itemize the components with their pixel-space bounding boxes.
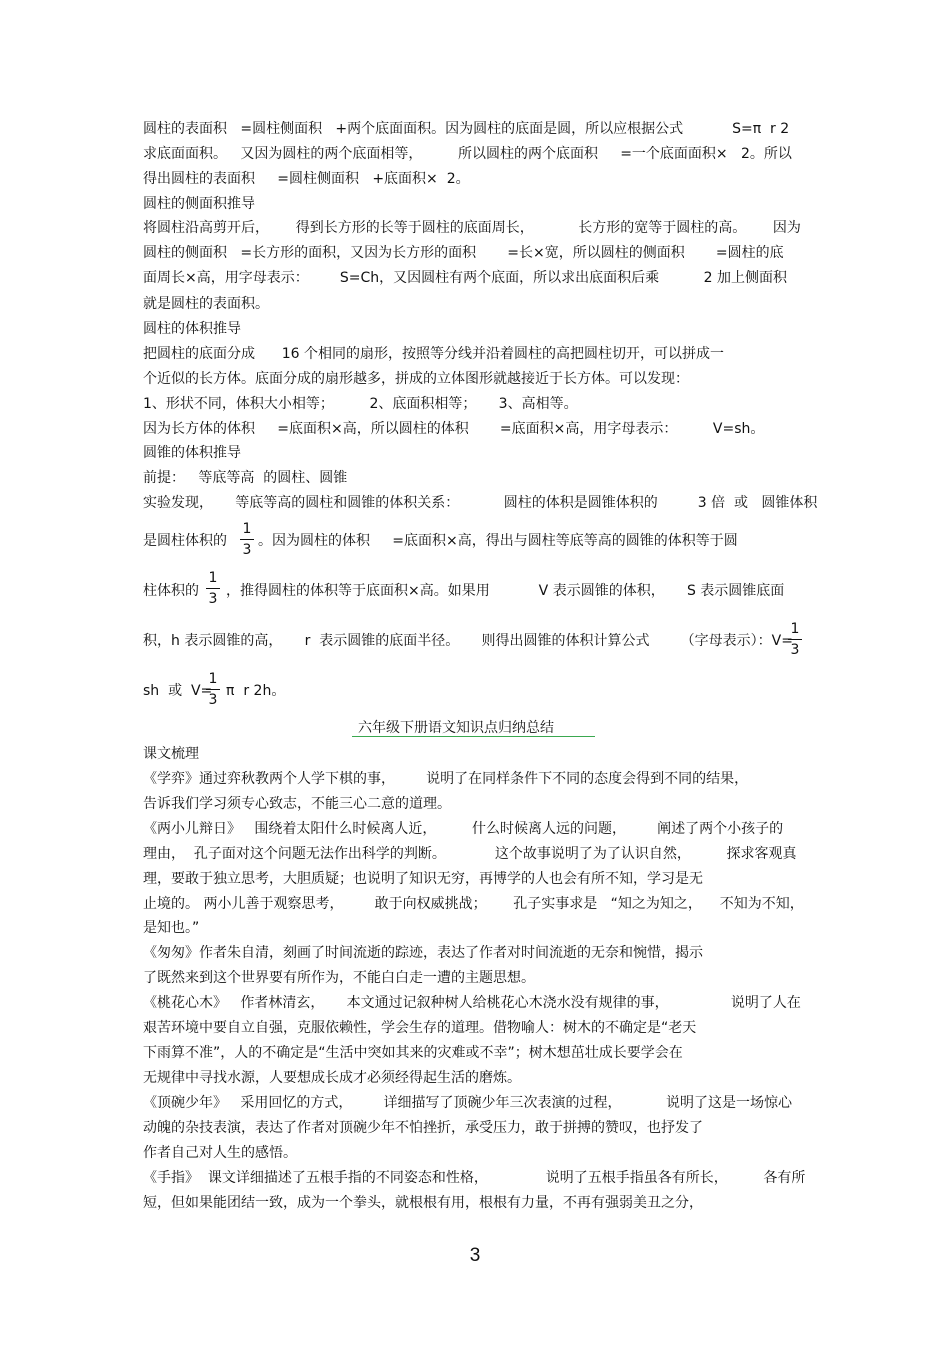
text-line: 艰苦环境中要自立自强，克服依赖性，学会生存的道理。借物喻人：树木的不确定是“老天 (143, 1020, 697, 1036)
text-line: 理由， 孔子面对这个问题无法作出科学的判断。 这个故事说明了为了认识自然， 探求客观真 (143, 846, 797, 862)
fraction-one-third (240, 521, 254, 558)
text-line: 《学弈》通过弈秋教两个人学下棋的事， 说明了在同样条件下不同的态度会得到不同的结果， (143, 771, 749, 787)
text-line: 前提： 等底等高 的圆柱、圆锥 (143, 470, 348, 486)
text-line: 《匆匆》作者朱自清，刻画了时间流逝的踪迹，表达了作者对时间流逝的无奈和惋惜，揭示 (143, 945, 703, 961)
fraction-numerator: 1 (208, 570, 218, 586)
text-line: 《手指》 课文详细描述了五根手指的不同姿态和性格， 说明了五根手指虽各有所长， 各有所 (143, 1170, 806, 1186)
text-line: 下雨算不准”，人的不确定是“生活中突如其来的灾难或不幸”；树木想茁壮成长要学会在 (143, 1045, 683, 1061)
text-line: 无规律中寻找水源，人要想成长成才必须经得起生活的磨炼。 (143, 1070, 521, 1086)
fraction-denominator: 3 (208, 692, 218, 708)
text-line: ，推得圆柱的体积等于底面积×高。如果用 V 表示圆锥的体积， S 表示圆锥底面 (226, 583, 785, 599)
fraction-denominator: 3 (242, 542, 252, 558)
fraction-numerator: 1 (208, 671, 218, 687)
page-title: 六年级下册语文知识点归纳总结 (358, 720, 554, 736)
fraction-one-third (206, 570, 220, 607)
text-line: 《桃花心木》 作者林清玄， 本文通过记叙种树人给桃花心木浇水没有规律的事， 说明了人在 (143, 995, 801, 1011)
text-line: 就是圆柱的表面积。 (143, 296, 269, 312)
text-line: sh 或 V= (143, 683, 213, 699)
fraction-one-third (788, 621, 802, 658)
page-number: 3 (469, 1245, 481, 1266)
text-line: 积，h 表示圆锥的高， r 表示圆锥的底面半径。 则得出圆锥的体积计算公式 （字母表示）：V= (143, 633, 793, 649)
text-line: 告诉我们学习须专心致志，不能三心二意的道理。 (143, 796, 451, 812)
fraction-denominator: 3 (790, 642, 800, 658)
text-line: 面周长×高，用字母表示： S=Ch，又因圆柱有两个底面，所以求出底面积后乘 2 加上侧面积 (143, 270, 788, 286)
text-line: 是圆柱体积的 (143, 533, 227, 549)
text-line: 了既然来到这个世界要有所作为，不能白白走一遭的主题思想。 (143, 970, 535, 986)
section-heading: 圆锥的体积推导 (143, 445, 241, 461)
text-line: 柱体积的 (143, 583, 199, 599)
text-line: 1、形状不同，体积大小相等； 2、底面积相等； 3、高相等。 (143, 396, 578, 412)
fraction-denominator: 3 (208, 591, 218, 607)
text-line: 《两小儿辩日》 围绕着太阳什么时候离人近， 什么时候离人远的问题， 阐述了两个小孩子的 (143, 821, 784, 837)
fraction-one-third (206, 671, 220, 708)
text-line: 短，但如果能团结一致，成为一个拳头，就根根有用，根根有力量，不再有强弱美丑之分， (143, 1195, 703, 1211)
fraction-numerator: 1 (242, 521, 252, 537)
text-line: 得出圆柱的表面积 =圆柱侧面积 +底面积× 2。 (143, 171, 470, 187)
text-line: 因为长方体的体积 =底面积×高，所以圆柱的体积 =底面积×高，用字母表示： V=sh。 (143, 421, 765, 437)
text-line: 圆柱的侧面积 =长方形的面积，又因为长方形的面积 =长×宽，所以圆柱的侧面积 =圆柱的底 (143, 245, 784, 261)
text-line: 。因为圆柱的体积 =底面积×高，得出与圆柱等底等高的圆锥的体积等于圆 (258, 533, 738, 549)
section-heading: 课文梳理 (143, 746, 199, 762)
text-line: 是知也。” (143, 920, 200, 936)
text-line: 将圆柱沿高剪开后， 得到长方形的长等于圆柱的底面周长， 长方形的宽等于圆柱的高。 因为 (143, 220, 801, 236)
fraction-bar (206, 588, 220, 589)
text-line: 个近似的长方体。底面分成的扇形越多，拼成的立体图形就越接近于长方体。可以发现： (143, 371, 689, 387)
fraction-bar (206, 689, 220, 690)
text-line: 动魄的杂技表演，表达了作者对顶碗少年不怕挫折，承受压力，敢于拼搏的赞叹，也抒发了 (143, 1120, 703, 1136)
section-heading: 圆柱的体积推导 (143, 321, 241, 337)
text-line: 理，要敢于独立思考，大胆质疑；也说明了知识无穷，再博学的人也会有所不知，学习是无 (143, 871, 703, 887)
fraction-numerator: 1 (790, 621, 800, 637)
text-line: π r 2h。 (226, 683, 286, 699)
section-heading: 圆柱的侧面积推导 (143, 196, 255, 212)
text-line: 《顶碗少年》 采用回忆的方式， 详细描写了顶碗少年三次表演的过程， 说明了这是一场惊心 (143, 1095, 793, 1111)
text-line: 作者自己对人生的感悟。 (143, 1145, 297, 1161)
title-underline (352, 736, 595, 737)
text-line: 圆柱的表面积 =圆柱侧面积 +两个底面面积。因为圆柱的底面是圆，所以应根据公式 S=π r 2 (143, 121, 790, 137)
text-line: 止境的。 两小儿善于观察思考， 敢于向权威挑战； 孔子实事求是 “知之为知之， 不知为不知， (143, 896, 804, 912)
text-line: 把圆柱的底面分成 16 个相同的扇形，按照等分线并沿着圆柱的高把圆柱切开，可以拼成一 (143, 346, 724, 362)
fraction-bar (240, 539, 254, 540)
fraction-bar (788, 639, 802, 640)
text-line: 求底面面积。 又因为圆柱的两个底面相等， 所以圆柱的两个底面积 =一个底面面积× 2。所以 (143, 146, 792, 162)
text-line: 实验发现， 等底等高的圆柱和圆锥的体积关系： 圆柱的体积是圆锥体积的 3 倍 或 圆锥体积 (143, 495, 818, 511)
